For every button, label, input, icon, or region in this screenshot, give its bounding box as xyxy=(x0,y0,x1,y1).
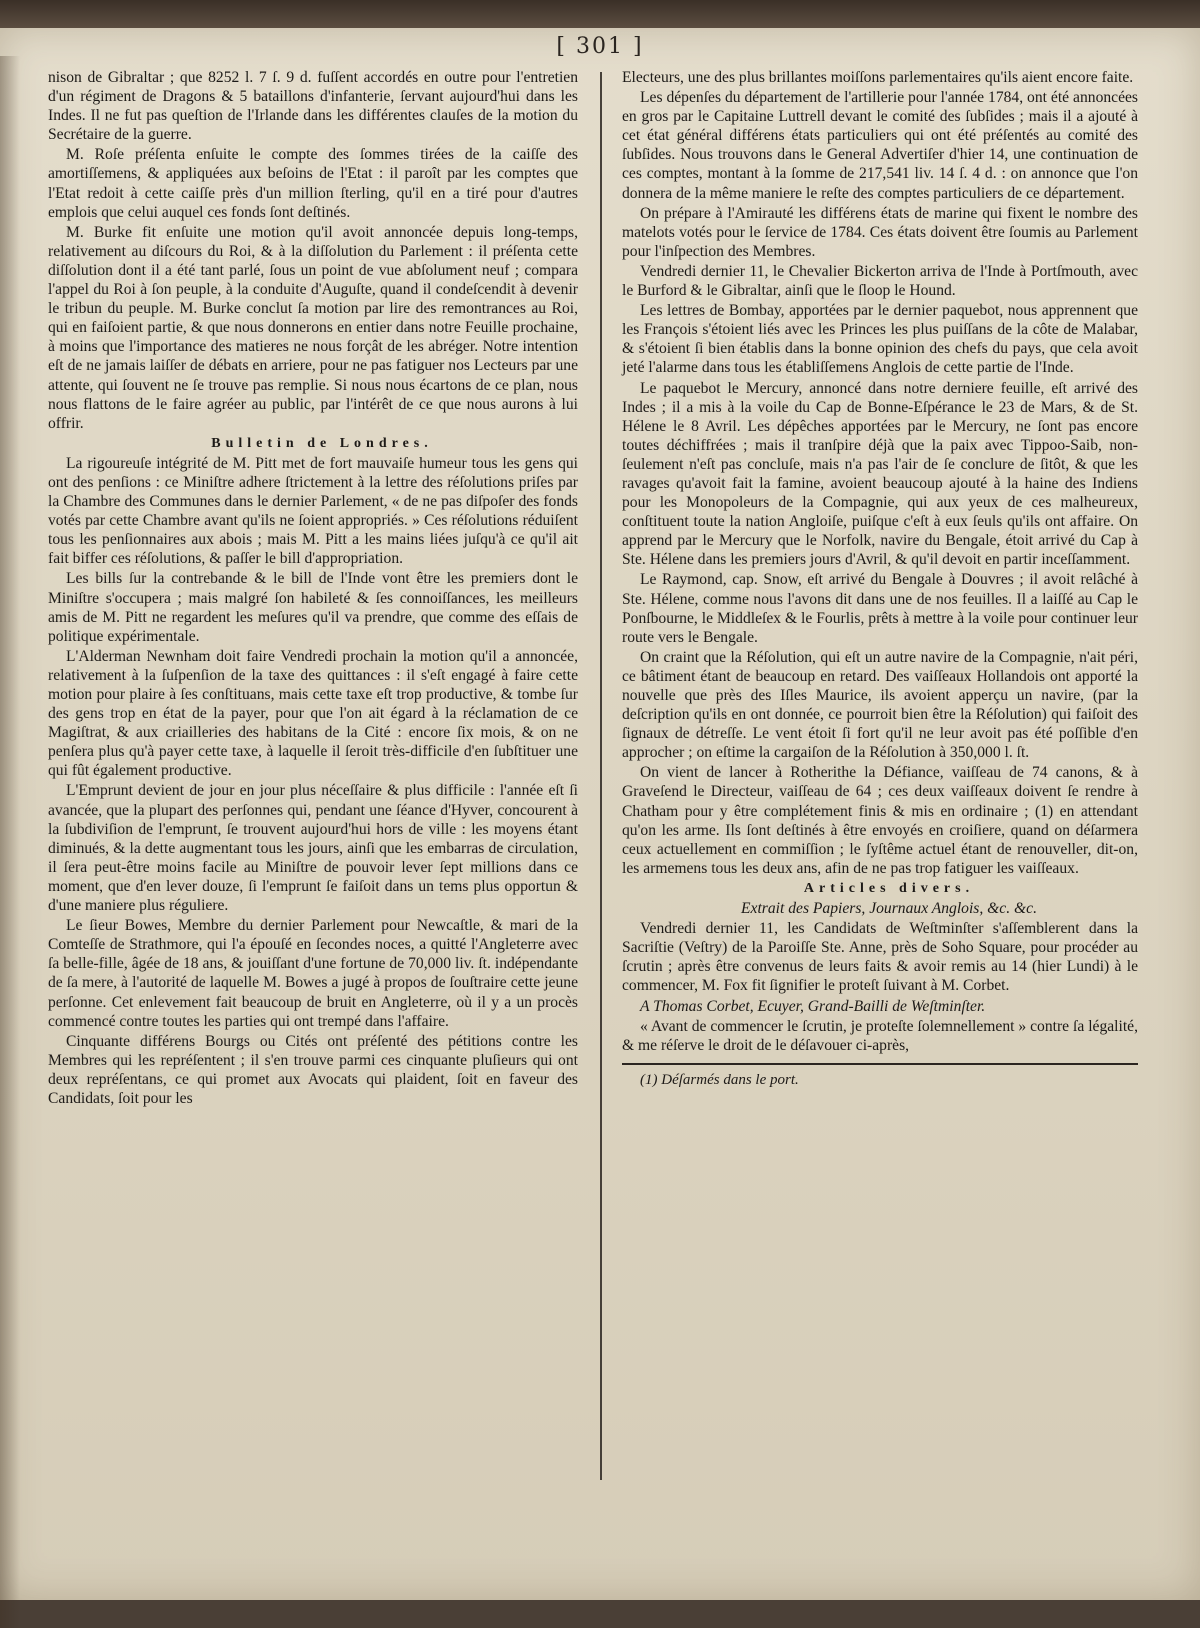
paragraph: On vient de lancer à Rotherithe la Défiance, vaiſſeau de 74 canons, & à Graveſend le Directeur, vaiſſeau de 64 ; ces deux vaiſſeaux doivent ſe rendre à Chatham pour y être complétement finis & mis en ordinaire ; (1) en attendant qu'on les arme. Ils ſont deſtinés à être envoyés en croiſiere, quand on déſarmera ceux actuellement en commiſſion ; le ſyſtême actuel étant de renouveller, dit-on, les armemens tous les deux ans, afin de ne pas trop fatiguer les vaiſſeaux. xyxy=(622,764,1138,877)
paragraph: M. Roſe préſenta enſuite le compte des ſommes tirées de la caiſſe des amortiſſemens, & appliquées aux beſoins de l'Etat : il paroît par les comptes que l'Etat redoit à cette caiſſe près d'un million ſterling, qu'il en a tiré pour d'autres emplois que celui auquel ces fonds ſont deſtinés. xyxy=(48,146,578,221)
paragraph: Le paquebot le Mercury, annoncé dans notre derniere feuille, eſt arrivé des Indes ; il a mis à la voile du Cap de Bonne-Eſpérance le 23 de Mars, & de St. Hélene le 8 Avril. Les dépêches apportées par le Mercury, ne ſont pas encore toutes déchiffrées ; mais il tranſpire déjà que la paix avec Tippoo-Saib, non-ſeulement n'eſt pas concluſe, mais n'a pas l'air de ſe conclure de ſitôt, & que les ravages qu'avoit fait la famine, avoient beaucoup ajouté à la haine des Indiens pour les Monopoleurs de la Compagnie, qui aux yeux de ces malheureux, conſtituent toute la nation Angloiſe, puiſque c'eſt à eux ſeuls qu'ils ont affaire. On apprend par le Mercury que le Norfolk, navire du Bengale, étoit arrivé du Cap à Ste. Hélene dans les premiers jours d'Avril, & qu'il devoit en partir inceſſamment. xyxy=(622,379,1138,569)
right-column xyxy=(622,68,1138,1091)
paragraph: Le ſieur Bowes, Membre du dernier Parlement pour Newcaſtle, & mari de la Comteſſe de Strathmore, qui l'a épouſé en ſecondes noces, a quitté l'Angleterre avec ſa belle-fille, âgée de 18 ans, & jouiſſant d'une fortune de 70,000 liv. ſt. indépendante de ſa mere, à l'autorité de laquelle M. Bowes a jugé à propos de ſouſtraire cette jeune perſonne. Cet enlevement fait beaucoup de bruit en Angleterre, où il y a un procès commencé contre toutes les parties qui ont trempé dans l'affaire. xyxy=(48,917,578,1030)
footnote-rule xyxy=(622,1063,1138,1065)
paragraph: Les bills ſur la contrebande & le bill de l'Inde vont être les premiers dont le Miniſtre s'occupera ; mais malgré ſon habileté & ſes connoiſſances, les meilleurs amis de M. Pitt ne regardent les meſures qu'il va prendre, que comme des eſſais de politique expérimentale. xyxy=(48,570,578,645)
bulletin-paragraphs xyxy=(48,454,578,1108)
articles-paragraphs xyxy=(622,919,1138,995)
paragraph: L'Alderman Newnham doit faire Vendredi prochain la motion qu'il a annoncée, relativement à la ſuſpenſion de la taxe des quittances : il s'eſt engagé à faire cette motion pour plaire à ſes conſtituans, mais cette taxe eſt trop productive, & tombe ſur des gens trop en état de la payer, pour que l'on ait égard à la réclamation de ce Magiſtrat, & aux criailleries des habitans de la Cité : encore ſix mois, & on ne penſera plus qu'à payer cette taxe, à laquelle il ſeroit très-difficile d'en ſubſtituer une qui fût également productive. xyxy=(48,647,578,780)
paragraph: On prépare à l'Amirauté les différens états de marine qui fixent le nombre des matelots votés pour le ſervice de 1784. Ces états doivent être ſoumis au Parlement pour l'inſpection des Membres. xyxy=(622,204,1138,260)
paragraph: Vendredi dernier 11, les Candidats de Weſtminſter s'aſſemblerent dans la Sacriſtie (Veſtry) de la Paroiſſe Ste. Anne, près de Soho Square, pour procéder au ſcrutin ; après être convenus de leurs faits & avoir remis au 14 (hier Lundi) à le commencer, M. Fox fit ſignifier le proteſt ſuivant à M. Corbet. xyxy=(622,920,1138,995)
paragraph: Vendredi dernier 11, le Chevalier Bickerton arriva de l'Inde à Portſmouth, avec le Burford & le Gibraltar, ainſi que le ſloop le Hound. xyxy=(622,262,1138,300)
left-paragraphs xyxy=(48,68,578,433)
paragraph: Electeurs, une des plus brillantes moiſſons parlementaires qu'ils aient encore faite. xyxy=(622,69,1134,86)
page-top-edge xyxy=(0,0,1200,28)
paragraph: La rigoureuſe intégrité de M. Pitt met de fort mauvaiſe humeur tous les gens qui ont des penſions : ce Miniſtre adhere ſtrictement à la lettre des réſolutions priſes par la Chambre des Communes dans le dernier Parlement, « de ne pas diſpoſer des fonds votés par cette Chambre avant qu'ils ne ſoient appropriés. » Ces réſolutions réduiſent tous les penſionnaires aux abois ; mais M. Pitt a les mains liées juſqu'à ce qu'il ait fait biffer ces réſolutions, & paſſer le bill d'appropriation. xyxy=(48,454,578,568)
articles-heading: Articles divers. xyxy=(803,880,975,896)
footnote: (1) Déſarmés dans le port. xyxy=(640,1071,799,1088)
protest-quote: « Avant de commencer le ſcrutin, je proteſte ſolemnellement » contre ſa légalité, & me réſerve le droit de le déſavouer ci-après, xyxy=(622,1017,1138,1054)
bulletin-heading: Bulletin de Londres. xyxy=(211,435,433,451)
right-paragraphs xyxy=(622,68,1138,878)
paragraph: On craint que la Réſolution, qui eſt un autre navire de la Compagnie, n'ait péri, ce bâtiment étant de beaucoup en retard. Des vaiſſeaux Hollandois ont apporté la nouvelle que près des Iſles Maurice, ils avoient apperçu un navire, (par la deſcription qu'ils en ont donnée, ce pourroit bien être la Réſolution) qui faiſoit des ſignaux de détreſſe. Le vent étoit ſi fort qu'il ne leur avoit pas été poſſible d'en approcher ; on eſtime la cargaiſon de la Réſolution à 350,000 l. ſt. xyxy=(622,648,1138,762)
paragraph: M. Burke fit enſuite une motion qu'il avoit annoncée depuis long-temps, relativement au diſcours du Roi, & à la diſſolution du Parlement : il préſenta cette diſſolution dont il a été tant parlé, ſous un point de vue abſolument neuf ; compara l'appel du Roi à ſon peuple, à la conduite d'Auguſte, quand il condeſcendit à devenir le tribun du peuple. M. Burke conclut ſa motion par lire des remontrances au Roi, qui en faiſoient partie, & que nous donnerons en entier dans notre Feuille prochaine, à moins que l'importance des matieres ne nous forçât de les abréger. Notre intention eſt de ne jamais laiſſer de débats en arriere, pour ne pas fatiguer nos Lecteurs par une attente, qui ſouvent ne ſe trouve pas remplie. Si nous nous écartons de ce plan, nous nous flattons de le faire agréer au public, par l'intérêt de ce que nous aurons à lui offrir. xyxy=(48,223,578,432)
articles-subheading: Extrait des Papiers, Journaux Anglois, &c. &c. xyxy=(741,900,1037,918)
paragraph: nison de Gibraltar ; que 8252 l. 7 ſ. 9 d. fuſſent accordés en outre pour l'entretien d'un régiment de Dragons & 5 bataillons d'infanterie, ſervant aujourd'hui dans les Indes. Il ne fut pas queſtion de l'Irlande dans les différentes clauſes de la motion du Secrétaire de la guerre. xyxy=(48,69,578,144)
paragraph: Les lettres de Bombay, apportées par le dernier paquebot, nous apprennent que les François s'étoient liés avec les Princes les plus puiſſans de la côte de Malabar, & s'étoient ſi bien établis dans la bonne opinion des chefs du pays, que cela avoit jeté l'alarme dans tous les établiſſemens Anglois de cette partie de l'Inde. xyxy=(622,302,1138,377)
paragraph: L'Emprunt devient de jour en jour plus néceſſaire & plus difficile : l'année eſt ſi avancée, que la plupart des perſonnes qui, pendant une ſéance d'Hyver, concourent à la ſubdiviſion de l'emprunt, ſe trouvent aujourd'hui hors de ville : les moyens étant diminués, & la dette augmentant tous les jours, ainſi que les embarras de circulation, il ſera peut-être moins facile au Miniſtre de pouvoir lever ſept millions dans ce moment, que d'en lever douze, ſi l'emprunt ſe faiſoit dans un tems plus opportun & d'une maniere plus réguliere. xyxy=(48,782,578,915)
paragraph: Les dépenſes du département de l'artillerie pour l'année 1784, ont été annoncées en gros par le Capitaine Luttrell devant le comité des ſubſides ; mais il a ajouté à cet état général différens états particuliers qui ont été préſentés au comité des ſubſides. Nous trouvons dans le General Advertiſer d'hier 14, une continuation de ces comptes, montant à la ſomme de 217,541 liv. 14 ſ. 4 d. : on annonce que l'on donnera de la même maniere le reſte des comptes particuliers de ce département. xyxy=(622,89,1138,202)
left-column xyxy=(48,68,578,1109)
newspaper-page xyxy=(0,28,1200,1600)
page-fold-shadow xyxy=(0,56,20,1628)
paragraph: Cinquante différens Bourgs ou Cités ont préſenté des pétitions contre les Membres qui les repréſentent ; il s'en trouve parmi ces cinquante pluſieurs qui ont deux repréſentans, ce qui promet aux Avocats qui plaident, ſoit en faveur des Candidats, ſoit pour les xyxy=(48,1032,578,1107)
paragraph: Le Raymond, cap. Snow, eſt arrivé du Bengale à Douvres ; il avoit relâché à Ste. Hélene, comme nous l'avons dit dans une de nos feuilles. Il a laiſſé au Cap le Ponſbourne, le Middleſex & le Fourlis, prêts à mettre à la voile pour continuer leur route vers le Bengale. xyxy=(622,571,1138,646)
page-number: [ 301 ] xyxy=(556,34,644,59)
letter-address: A Thomas Corbet, Ecuyer, Grand-Bailli de Weſtminſter. xyxy=(640,997,986,1015)
column-divider xyxy=(600,72,602,1480)
